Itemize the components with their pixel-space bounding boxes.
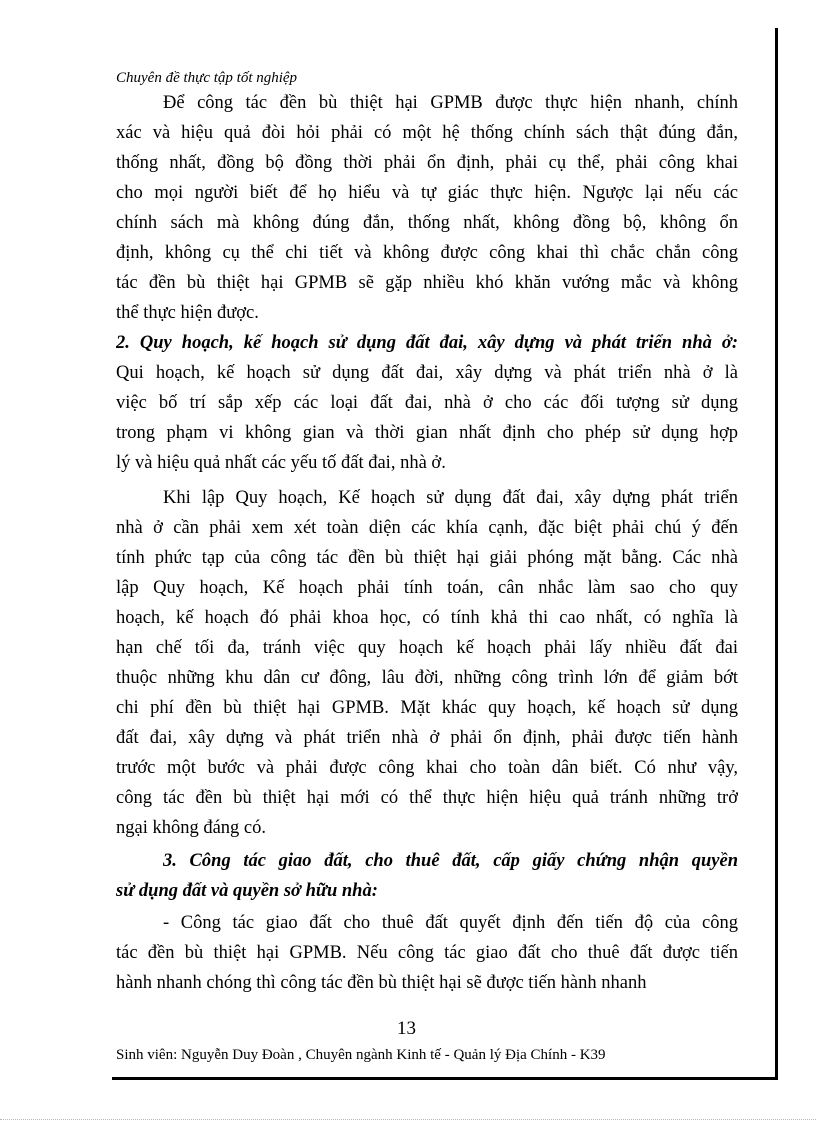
text-line: tác đền bù thiệt hại GPMB. Nếu công tác giao đất cho thuê đất được tiến [116, 943, 738, 963]
text-line: hành nhanh chóng thì công tác đền bù thiệt hại sẽ được tiến hành nhanh [116, 973, 647, 993]
text-line: ngại không đáng có. [116, 818, 267, 838]
text-line: cho mọi người biết để họ hiểu và tự giác thực hiện. Ngược lại nếu các [116, 183, 738, 203]
text-line: hoạch, kế hoạch đó phải khoa học, có tính khả thi cao nhất, có nghĩa là [116, 608, 738, 628]
text-line: đất đai, xây dựng và phát triển nhà ở phải ổn định, phải được tiến hành [116, 728, 738, 748]
text-line: lập Quy hoạch, Kế hoạch phải tính toán, cân nhắc làm sao cho quy [116, 578, 738, 598]
text-line: hạn chế tối đa, tránh việc quy hoạch kế hoạch phải lấy nhiều đất đai [116, 638, 738, 658]
running-footer: Sinh viên: Nguyễn Duy Đoàn , Chuyên ngành Kinh tế - Quản lý Địa Chính - K39 [116, 1047, 606, 1063]
page-border-bottom [112, 1077, 778, 1080]
section-heading-3-cont: sử dụng đất và quyền sở hữu nhà: [116, 881, 378, 901]
running-header: Chuyên đề thực tập tốt nghiệp [116, 70, 298, 86]
text-line: xác và hiệu quả đòi hỏi phải có một hệ thống chính sách thật đúng đắn, [116, 123, 738, 143]
text-line: trước một bước và phải được công khai cho toàn dân biết. Có như vậy, [116, 758, 738, 778]
text-line: thuộc những khu dân cư đông, lâu đời, những công trình lớn để giảm bớt [116, 668, 738, 688]
page-border-right [775, 28, 778, 1080]
text-line: định, không cụ thể chi tiết và không được công khai thì chắc chắn công [116, 243, 738, 263]
text-line: thể thực hiện được. [116, 303, 259, 323]
text-line: công tác đền bù thiệt hại mới có thể thực hiện hiệu quả tránh những trở [116, 788, 738, 808]
text-line: trong phạm vi không gian và thời gian nhất định cho phép sử dụng hợp [116, 423, 738, 443]
text-line: nhà ở cần phải xem xét toàn diện các khía cạnh, đặc biệt phải chú ý đến [116, 518, 738, 538]
text-line: tác đền bù thiệt hại GPMB sẽ gặp nhiều khó khăn vướng mắc và không [116, 273, 738, 293]
text-line: Qui hoạch, kế hoạch sử dụng đất đai, xây dựng và phát triển nhà ở là [116, 363, 738, 383]
text-line: thống nhất, đồng bộ đồng thời phải ổn định, phải cụ thể, phải công khai [116, 153, 738, 173]
text-line: Khi lập Quy hoạch, Kế hoạch sử dụng đất đai, xây dựng phát triển [163, 488, 738, 508]
text-line: chính sách mà không đúng đắn, thống nhất, không đồng bộ, không ổn [116, 213, 738, 233]
page-number: 13 [397, 1018, 416, 1039]
text-line: tính phức tạp của công tác đền bù thiệt hại giải phóng mặt bằng. Các nhà [116, 548, 738, 568]
section-heading-2: 2. Quy hoạch, kế hoạch sử dụng đất đai, xây dựng và phát triển nhà ở: [116, 333, 738, 353]
text-line: Để công tác đền bù thiệt hại GPMB được thực hiện nhanh, chính [163, 93, 738, 113]
text-line: việc bố trí sắp xếp các loại đất đai, nhà ở cho các đối tượng sử dụng [116, 393, 738, 413]
section-heading-3: 3. Công tác giao đất, cho thuê đất, cấp giấy chứng nhận quyền [163, 851, 738, 871]
page-break-divider [0, 1119, 816, 1120]
text-line: lý và hiệu quả nhất các yếu tố đất đai, nhà ở. [116, 453, 446, 473]
text-line: - Công tác giao đất cho thuê đất quyết định đến tiến độ của công [163, 913, 738, 933]
text-line: chi phí đền bù thiệt hại GPMB. Mặt khác quy hoạch, kế hoạch sử dụng [116, 698, 738, 718]
